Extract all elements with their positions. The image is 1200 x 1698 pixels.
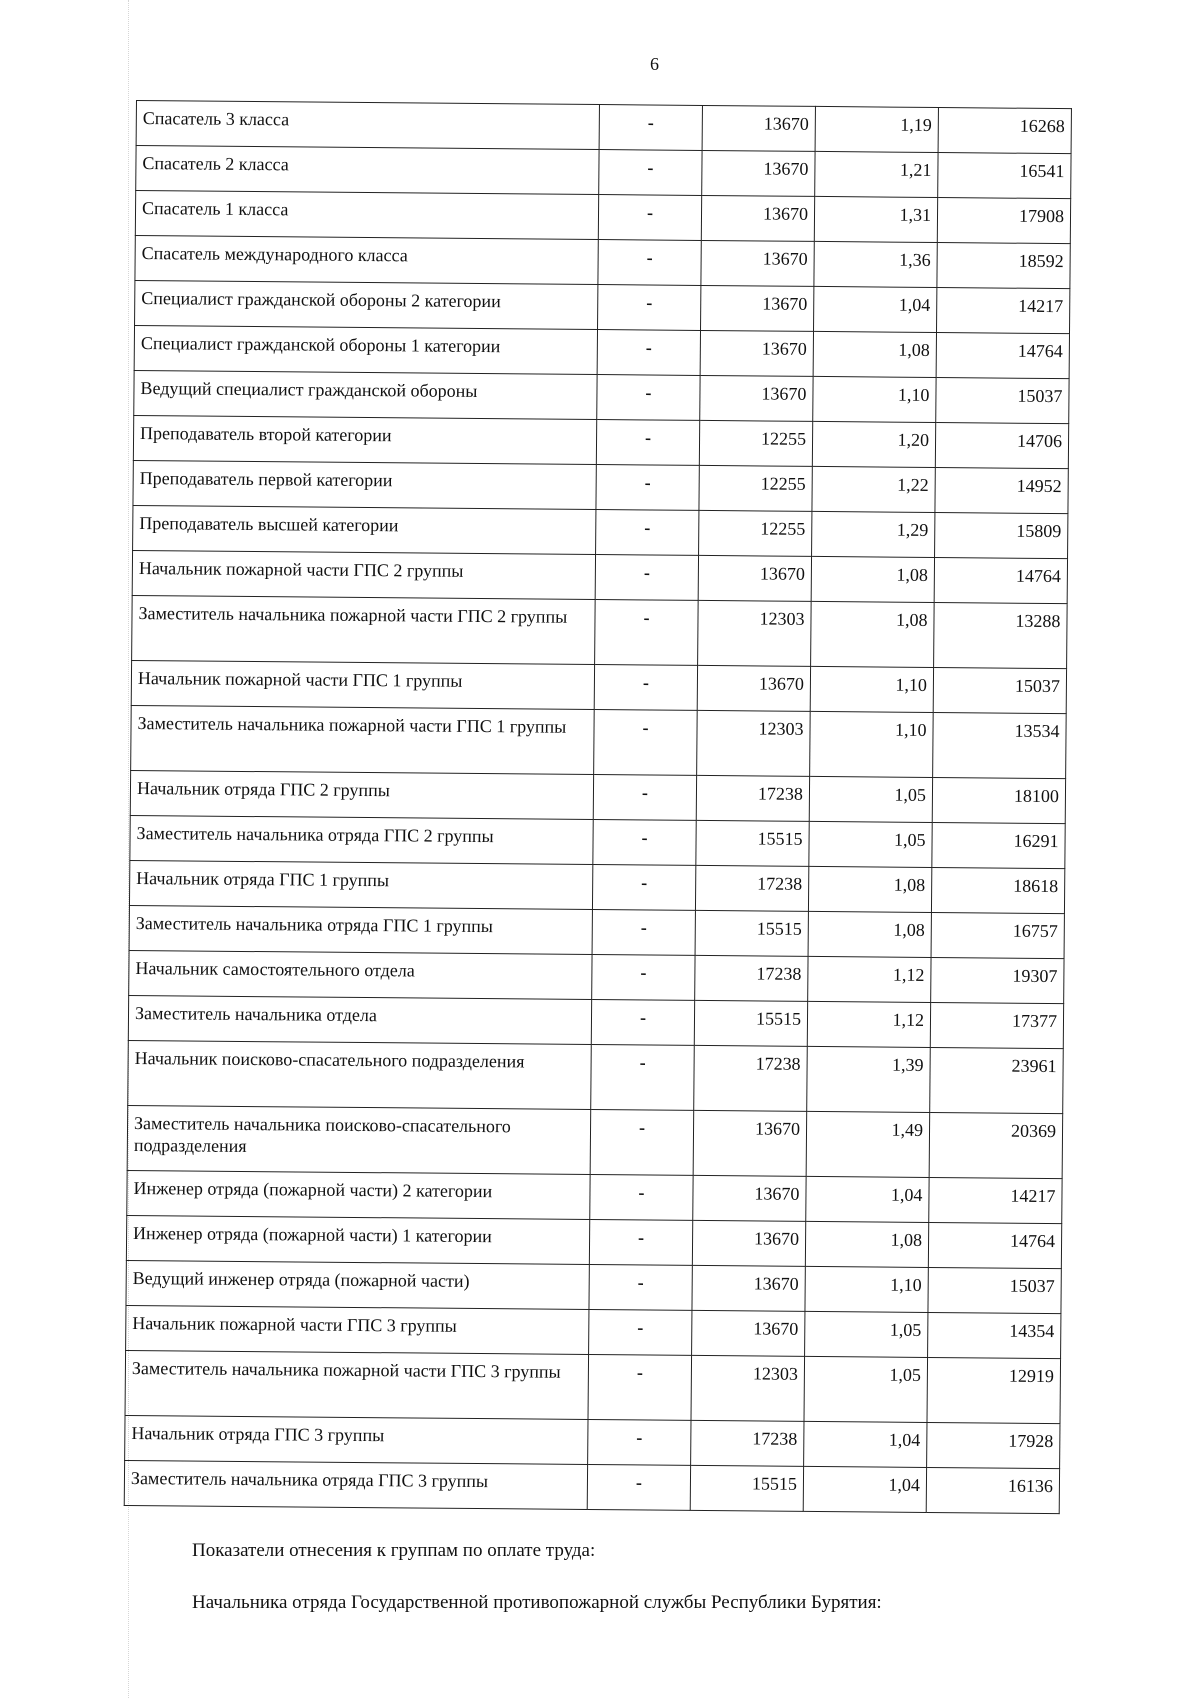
coefficient-cell: 1,29 [812, 511, 935, 557]
base-salary-cell: 13670 [700, 330, 813, 376]
position-title-cell: Начальник отряда ГПС 2 группы [130, 770, 593, 819]
total-salary-cell: 13288 [934, 602, 1068, 668]
table-row [128, 995, 1063, 1048]
base-salary-cell: 13670 [700, 375, 813, 421]
position-title-cell: Преподаватель высшей категории [133, 505, 596, 554]
total-salary-cell: 14764 [928, 1222, 1061, 1268]
total-salary-cell: 15037 [936, 377, 1069, 423]
coefficient-cell: 1,21 [815, 151, 938, 197]
position-title-cell: Спасатель 2 класса [136, 146, 599, 195]
base-salary-cell: 13670 [701, 285, 814, 331]
dash-cell: - [588, 1354, 692, 1420]
position-title-cell: Заместитель начальника пожарной части ГПС 2 группы [132, 595, 596, 664]
table-row [134, 325, 1069, 378]
base-salary-cell: 13670 [693, 1110, 807, 1176]
dash-cell: - [592, 955, 695, 1001]
position-title-cell: Заместитель начальника отряда ГПС 1 группы [129, 905, 592, 954]
base-salary-cell: 13670 [692, 1310, 805, 1356]
table-row [126, 1215, 1061, 1268]
coefficient-cell: 1,22 [812, 466, 935, 512]
coefficient-cell: 1,31 [814, 196, 937, 242]
position-title-cell: Начальник поисково-спасательного подразделения [128, 1040, 592, 1109]
base-salary-cell: 13670 [701, 240, 814, 286]
dash-cell: - [591, 1000, 694, 1046]
total-salary-cell: 13534 [933, 712, 1067, 778]
dash-cell: - [598, 285, 701, 331]
coefficient-cell: 1,10 [810, 666, 933, 712]
table-row [125, 1350, 1061, 1423]
dash-cell: - [595, 555, 698, 601]
dash-cell: - [589, 1220, 692, 1266]
base-salary-cell: 17238 [695, 955, 808, 1001]
groups-heading: Показатели отнесения к группам по оплате труда: [192, 1540, 596, 1561]
base-salary-cell: 13670 [698, 555, 811, 601]
position-title-cell: Заместитель начальника отдела [128, 995, 591, 1044]
position-title-cell: Начальник отряда ГПС 1 группы [129, 860, 592, 909]
total-salary-cell: 14217 [929, 1177, 1062, 1223]
table-row [135, 235, 1070, 288]
pay-table [124, 100, 1072, 1514]
total-salary-cell: 16291 [932, 822, 1065, 868]
base-salary-cell: 12255 [699, 420, 812, 466]
coefficient-cell: 1,08 [808, 866, 931, 912]
table-row [130, 770, 1065, 823]
page-number: 6 [650, 54, 659, 74]
table-row [133, 415, 1068, 468]
dash-cell: - [599, 105, 702, 151]
table-row [136, 146, 1071, 199]
position-title-cell: Инженер отряда (пожарной части) 2 категории [127, 1170, 590, 1219]
coefficient-cell: 1,08 [811, 601, 935, 667]
detachment-chief-heading: Начальника отряда Государственной противопожарной службы Республики Бурятия: [192, 1592, 882, 1613]
dash-cell: - [596, 420, 699, 466]
base-salary-cell: 12255 [699, 465, 812, 511]
base-salary-cell: 13670 [692, 1265, 805, 1311]
total-salary-cell: 16541 [938, 153, 1071, 199]
position-title-cell: Начальник самостоятельного отдела [129, 950, 592, 999]
dash-cell: - [589, 1309, 692, 1355]
base-salary-cell: 12303 [697, 710, 811, 776]
table-row [128, 1040, 1064, 1113]
base-salary-cell: 17238 [691, 1420, 804, 1466]
table-row [133, 505, 1068, 558]
coefficient-cell: 1,08 [808, 911, 931, 957]
position-title-cell: Специалист гражданской обороны 2 категории [135, 280, 598, 329]
base-salary-cell: 12303 [691, 1355, 805, 1421]
dash-cell: - [599, 150, 702, 196]
coefficient-cell: 1,08 [811, 556, 934, 602]
position-title-cell: Начальник пожарной части ГПС 3 группы [126, 1305, 589, 1354]
coefficient-cell: 1,12 [808, 956, 931, 1002]
base-salary-cell: 12303 [698, 600, 812, 666]
coefficient-cell: 1,05 [804, 1356, 928, 1422]
total-salary-cell: 14217 [937, 287, 1070, 333]
total-salary-cell: 17377 [930, 1002, 1063, 1048]
total-salary-cell: 17908 [937, 197, 1070, 243]
table-row [131, 660, 1066, 713]
total-salary-cell: 14706 [935, 422, 1068, 468]
coefficient-cell: 1,05 [809, 776, 932, 822]
position-title-cell: Инженер отряда (пожарной части) 1 категории [126, 1215, 589, 1264]
dash-cell: - [588, 1419, 691, 1465]
total-salary-cell: 15037 [928, 1267, 1061, 1313]
coefficient-cell: 1,10 [813, 376, 936, 422]
table-row [129, 905, 1064, 958]
base-salary-cell: 15515 [695, 910, 808, 956]
table-row [124, 1460, 1059, 1513]
table-row [132, 595, 1068, 668]
total-salary-cell: 19307 [931, 957, 1064, 1003]
dash-cell: - [589, 1265, 692, 1311]
base-salary-cell: 17238 [696, 775, 809, 821]
coefficient-cell: 1,36 [814, 241, 937, 287]
position-title-cell: Заместитель начальника пожарной части ГПС 3 группы [125, 1350, 589, 1419]
position-title-cell: Ведущий инженер отряда (пожарной части) [126, 1260, 589, 1309]
coefficient-cell: 1,08 [805, 1221, 928, 1267]
table-row [129, 950, 1064, 1003]
coefficient-cell: 1,20 [812, 421, 935, 467]
dash-cell: - [592, 865, 695, 911]
table-row [132, 550, 1067, 603]
table-row [134, 370, 1069, 423]
total-salary-cell: 14764 [936, 332, 1069, 378]
dash-cell: - [590, 1175, 693, 1221]
position-title-cell: Специалист гражданской обороны 1 категории [134, 325, 597, 374]
base-salary-cell: 12255 [699, 510, 812, 556]
dash-cell: - [593, 820, 696, 866]
total-salary-cell: 14354 [928, 1312, 1061, 1358]
dash-cell: - [595, 600, 699, 666]
dash-cell: - [591, 1045, 695, 1111]
dash-cell: - [590, 1110, 694, 1176]
total-salary-cell: 15809 [935, 512, 1068, 558]
base-salary-cell: 13670 [692, 1220, 805, 1266]
total-salary-cell: 16136 [926, 1467, 1059, 1513]
pay-table-body [124, 101, 1071, 1514]
table-row [125, 1415, 1060, 1468]
base-salary-cell: 17238 [694, 1045, 808, 1111]
position-title-cell: Спасатель 3 класса [136, 101, 599, 150]
coefficient-cell: 1,39 [807, 1046, 931, 1112]
base-salary-cell: 13670 [702, 105, 815, 151]
total-salary-cell: 17928 [927, 1422, 1060, 1468]
table-row [129, 860, 1064, 913]
coefficient-cell: 1,19 [815, 106, 938, 152]
dash-cell: - [587, 1464, 690, 1510]
position-title-cell: Ведущий специалист гражданской обороны [134, 370, 597, 419]
dash-cell: - [597, 375, 700, 421]
coefficient-cell: 1,10 [810, 711, 934, 777]
dash-cell: - [596, 465, 699, 511]
table-row [126, 1305, 1061, 1358]
pay-table-container [124, 100, 1071, 1514]
position-title-cell: Преподаватель второй категории [133, 415, 596, 464]
coefficient-cell: 1,05 [805, 1311, 928, 1357]
coefficient-cell: 1,04 [806, 1176, 929, 1222]
table-row [131, 705, 1067, 778]
position-title-cell: Заместитель начальника поисково-спасательного подразделения [127, 1105, 591, 1174]
position-title-cell: Спасатель 1 класса [135, 191, 598, 240]
total-salary-cell: 18592 [937, 242, 1070, 288]
position-title-cell: Начальник пожарной части ГПС 2 группы [132, 550, 595, 599]
position-title-cell: Заместитель начальника отряда ГПС 2 группы [130, 815, 593, 864]
dash-cell: - [597, 330, 700, 376]
total-salary-cell: 18100 [932, 777, 1065, 823]
table-row [136, 101, 1071, 154]
position-title-cell: Преподаватель первой категории [133, 460, 596, 509]
position-title-cell: Заместитель начальника пожарной части ГПС 1 группы [131, 705, 595, 774]
base-salary-cell: 13670 [701, 195, 814, 241]
base-salary-cell: 13670 [697, 665, 810, 711]
total-salary-cell: 20369 [929, 1112, 1063, 1178]
coefficient-cell: 1,04 [814, 286, 937, 332]
table-row [127, 1170, 1062, 1223]
total-salary-cell: 23961 [930, 1047, 1064, 1113]
position-title-cell: Спасатель международного класса [135, 235, 598, 284]
position-title-cell: Начальник отряда ГПС 3 группы [125, 1415, 588, 1464]
total-salary-cell: 15037 [933, 667, 1066, 713]
coefficient-cell: 1,04 [804, 1421, 927, 1467]
coefficient-cell: 1,49 [806, 1111, 930, 1177]
base-salary-cell: 15515 [690, 1465, 803, 1511]
total-salary-cell: 12919 [927, 1357, 1061, 1423]
base-salary-cell: 15515 [694, 1000, 807, 1046]
table-row [127, 1105, 1063, 1178]
coefficient-cell: 1,05 [809, 821, 932, 867]
base-salary-cell: 15515 [696, 820, 809, 866]
coefficient-cell: 1,08 [813, 331, 936, 377]
total-salary-cell: 16757 [931, 912, 1064, 958]
total-salary-cell: 14764 [934, 557, 1067, 603]
total-salary-cell: 14952 [935, 467, 1068, 513]
coefficient-cell: 1,10 [805, 1266, 928, 1312]
table-row [126, 1260, 1061, 1313]
dash-cell: - [596, 510, 699, 556]
dash-cell: - [594, 710, 698, 776]
base-salary-cell: 13670 [702, 150, 815, 196]
position-title-cell: Начальник пожарной части ГПС 1 группы [131, 660, 594, 709]
total-salary-cell: 16268 [938, 108, 1071, 154]
dash-cell: - [598, 240, 701, 286]
dash-cell: - [593, 775, 696, 821]
table-row [135, 191, 1070, 244]
table-row [135, 280, 1070, 333]
base-salary-cell: 17238 [695, 865, 808, 911]
coefficient-cell: 1,12 [807, 1001, 930, 1047]
coefficient-cell: 1,04 [803, 1466, 926, 1512]
base-salary-cell: 13670 [693, 1175, 806, 1221]
table-row [130, 815, 1065, 868]
dash-cell: - [598, 195, 701, 241]
dash-cell: - [594, 665, 697, 711]
total-salary-cell: 18618 [931, 867, 1064, 913]
dash-cell: - [592, 910, 695, 956]
position-title-cell: Заместитель начальника отряда ГПС 3 группы [124, 1460, 587, 1509]
table-row [133, 460, 1068, 513]
